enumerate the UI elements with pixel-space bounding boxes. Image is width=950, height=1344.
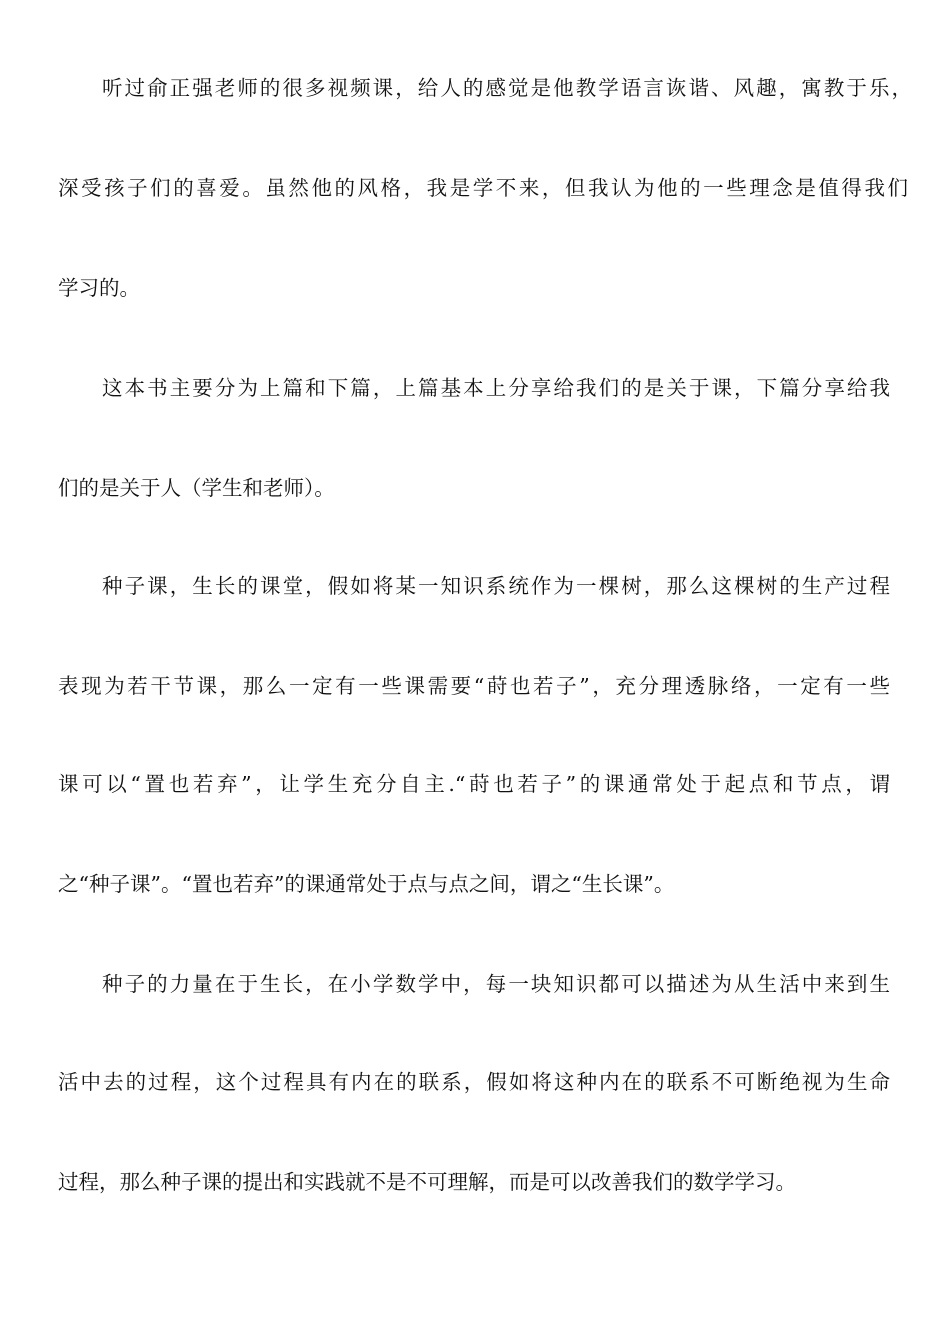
paragraph-2-line-2: 们的是关于人（学生和老师）。 xyxy=(58,476,335,500)
paragraph-3-line-2: 表现为若干节课，那么一定有一些课需要“莳也若子”，充分理透脉络，一定有一些 xyxy=(58,674,890,698)
paragraph-4-line-1: 种子的力量在于生长，在小学数学中，每一块知识都可以描述为从生活中来到生 xyxy=(102,972,890,996)
paragraph-1-line-1: 听过俞正强老师的很多视频课，给人的感觉是他教学语言诙谐、风趣，寓教于乐， xyxy=(102,76,912,100)
paragraph-1-line-2: 深受孩子们的喜爱。虽然他的风格，我是学不来，但我认为他的一些理念是值得我们 xyxy=(58,176,908,200)
paragraph-2-line-1: 这本书主要分为上篇和下篇，上篇基本上分享给我们的是关于课，下篇分享给我 xyxy=(102,376,890,400)
paragraph-1-line-3: 学习的。 xyxy=(58,276,140,300)
paragraph-3-line-4: 之“种子课”。“置也若弃”的课通常处于点与点之间，谓之“生长课”。 xyxy=(58,872,675,896)
paragraph-3-line-1: 种子课，生长的课堂，假如将某一知识系统作为一棵树，那么这棵树的生产过程 xyxy=(102,574,890,598)
paragraph-4-line-3: 过程，那么种子课的提出和实践就不是不可理解，而是可以改善我们的数学学习。 xyxy=(58,1170,796,1194)
paragraph-4-line-2: 活中去的过程，这个过程具有内在的联系，假如将这种内在的联系不可断绝视为生命 xyxy=(58,1070,890,1094)
paragraph-3-line-3: 课可以“置也若弃”，让学生充分自主.“莳也若子”的课通常处于起点和节点，谓 xyxy=(58,772,890,796)
